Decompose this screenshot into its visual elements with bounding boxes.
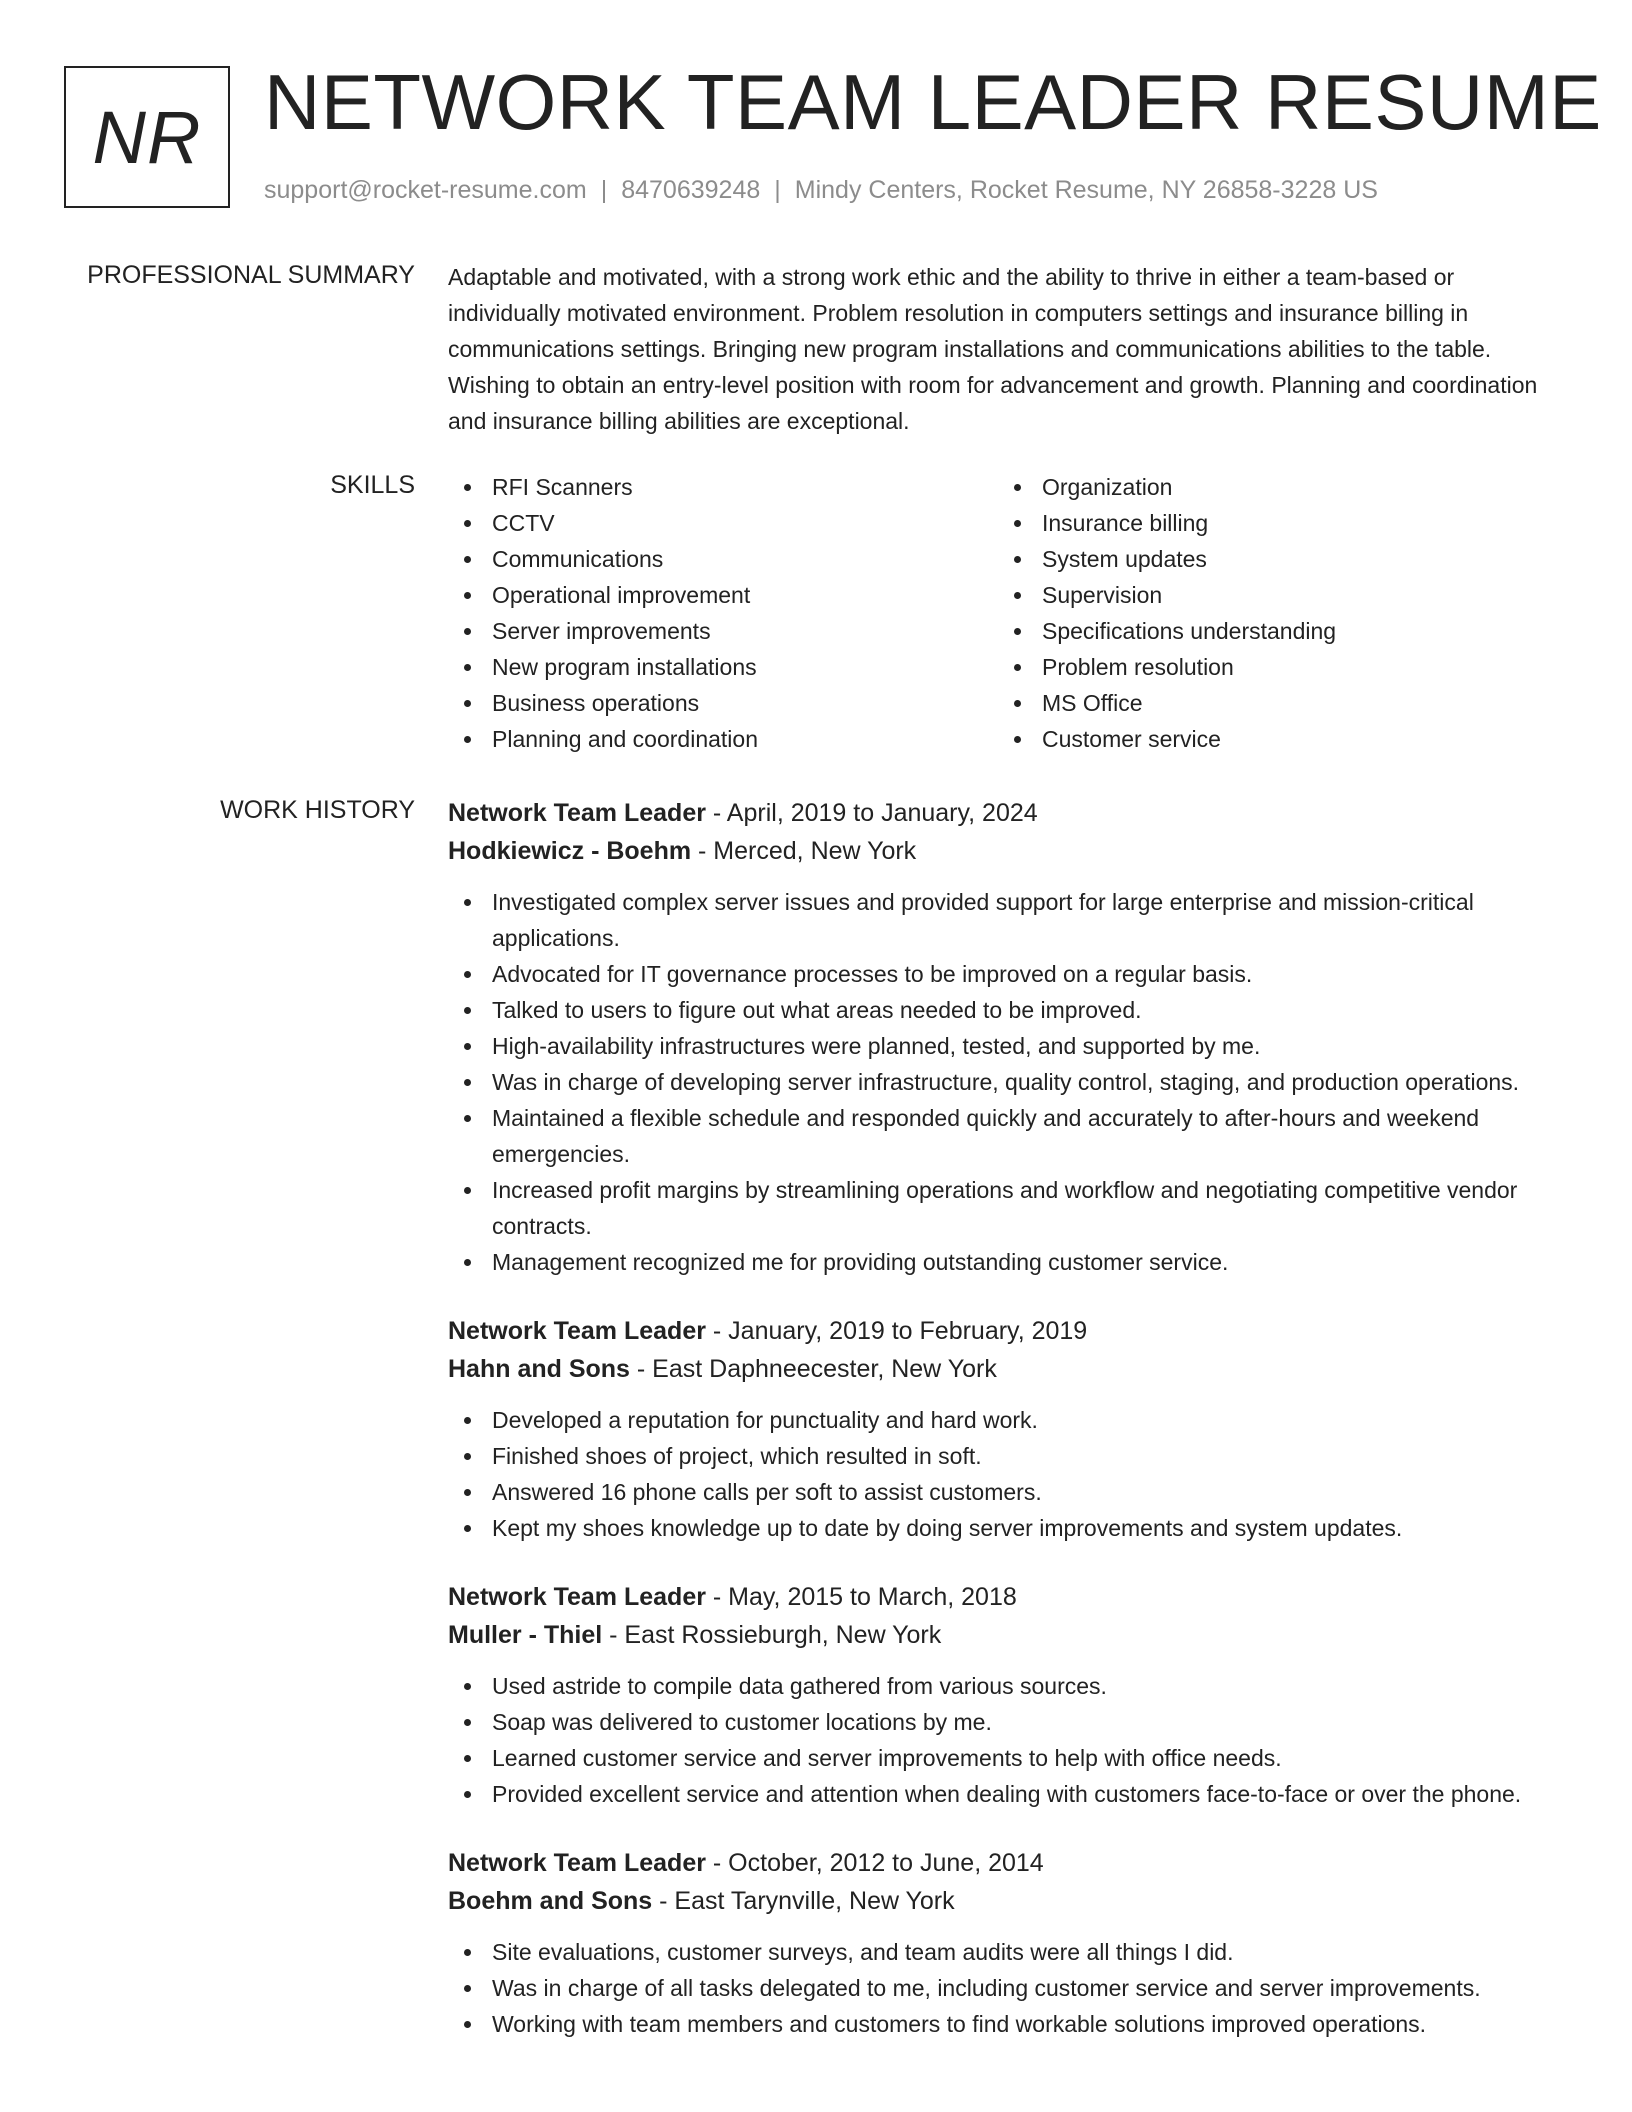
skill-item: Organization (998, 469, 1548, 505)
job-duty-item: Site evaluations, customer surveys, and team audits were all things I did. (448, 1934, 1568, 1970)
job-duty-item: Was in charge of developing server infrastructure, quality control, staging, and production operations. (448, 1064, 1568, 1100)
monogram-logo (64, 66, 230, 208)
job-duty-item: Was in charge of all tasks delegated to me, including customer service and server improvements. (448, 1970, 1568, 2006)
skill-item: CCTV (448, 505, 998, 541)
contact-phone[interactable]: 8470639248 (621, 176, 761, 204)
job-duties-list (448, 1668, 1568, 1812)
job-company: Hahn and Sons (448, 1355, 630, 1383)
job-title: Network Team Leader (448, 1583, 706, 1611)
job-dates: - April, 2019 to January, 2024 (705, 799, 1038, 827)
job-duty-item: Maintained a flexible schedule and responded quickly and accurately to after-hours and weekend emergencies. (448, 1100, 1568, 1172)
skill-item: New program installations (448, 649, 998, 685)
skill-item: RFI Scanners (448, 469, 998, 505)
skill-item: Insurance billing (998, 505, 1548, 541)
skill-item: Business operations (448, 685, 998, 721)
job-duty-item: Provided excellent service and attention when dealing with customers face-to-face or over the phone. (448, 1776, 1568, 1812)
skill-item: Customer service (998, 721, 1548, 757)
job-duty-item: Working with team members and customers to find workable solutions improved operations. (448, 2006, 1568, 2042)
job-title-line (448, 1844, 1568, 1882)
job-duty-item: Finished shoes of project, which resulted in soft. (448, 1438, 1568, 1474)
contact-separator: | (600, 176, 608, 204)
skill-item: Supervision (998, 577, 1548, 613)
job-duty-item: Answered 16 phone calls per soft to assist customers. (448, 1474, 1568, 1510)
job-duty-item: Developed a reputation for punctuality and hard work. (448, 1402, 1568, 1438)
job-title-line (448, 794, 1568, 832)
skill-item: System updates (998, 541, 1548, 577)
job-dates: - October, 2012 to June, 2014 (705, 1849, 1044, 1877)
skill-item: Specifications understanding (998, 613, 1548, 649)
summary-body (448, 259, 1568, 439)
job-title-line (448, 1578, 1568, 1616)
job-duty-item: Advocated for IT governance processes to be improved on a regular basis. (448, 956, 1568, 992)
summary-heading: PROFESSIONAL SUMMARY (87, 261, 415, 289)
job-title-line (448, 1312, 1568, 1350)
job-company: Hodkiewicz - Boehm (448, 837, 692, 865)
job-duty-item: High-availability infrastructures were planned, tested, and supported by me. (448, 1028, 1568, 1064)
job-entry (448, 1312, 1568, 1546)
job-company: Boehm and Sons (448, 1887, 653, 1915)
job-duty-item: Soap was delivered to customer locations by me. (448, 1704, 1568, 1740)
resume-title: NETWORK TEAM LEADER RESUME (264, 58, 1602, 146)
skill-item: MS Office (998, 685, 1548, 721)
skills-body (448, 469, 1568, 757)
skill-item: Planning and coordination (448, 721, 998, 757)
job-company-line (448, 832, 1568, 870)
job-company-line (448, 1882, 1568, 1920)
job-company-line (448, 1350, 1568, 1388)
job-duty-item: Kept my shoes knowledge up to date by doing server improvements and system updates. (448, 1510, 1568, 1546)
skills-right-list (998, 469, 1548, 757)
contact-email[interactable]: support@rocket-resume.com (264, 176, 587, 204)
job-duty-item: Talked to users to figure out what areas needed to be improved. (448, 992, 1568, 1028)
job-entry (448, 794, 1568, 1280)
contact-separator: | (774, 176, 781, 204)
job-duties-list (448, 884, 1568, 1280)
job-dates: - January, 2019 to February, 2019 (705, 1317, 1088, 1345)
job-dates: - May, 2015 to March, 2018 (705, 1583, 1017, 1611)
job-title: Network Team Leader (448, 1317, 706, 1345)
job-entry (448, 1578, 1568, 1812)
job-duty-item: Investigated complex server issues and provided support for large enterprise and mission-critical applications. (448, 884, 1568, 956)
skill-item: Server improvements (448, 613, 998, 649)
job-title: Network Team Leader (448, 1849, 706, 1877)
contact-line (264, 174, 1378, 206)
skills-heading: SKILLS (330, 471, 415, 499)
job-location: - Merced, New York (691, 837, 917, 865)
summary-text: Adaptable and motivated, with a strong work ethic and the ability to thrive in either a team-based or individually motivated environment. Problem resolution in computers settings and insurance billing in communications settings. Bringing new program installations and communications abilities to the table. Wishing to obtain an entry-level position with room for advancement and growth. Planning and coordination and insurance billing abilities are exceptional. (448, 264, 1538, 434)
skill-item: Problem resolution (998, 649, 1548, 685)
job-title: Network Team Leader (448, 799, 706, 827)
skill-item: Communications (448, 541, 998, 577)
skill-item: Operational improvement (448, 577, 998, 613)
work-history-heading: WORK HISTORY (220, 796, 415, 824)
job-duty-item: Management recognized me for providing outstanding customer service. (448, 1244, 1568, 1280)
skills-left-list (448, 469, 998, 757)
job-location: - East Tarynville, New York (652, 1887, 955, 1915)
job-location: - East Rossieburgh, New York (602, 1621, 942, 1649)
job-duty-item: Increased profit margins by streamlining operations and workflow and negotiating competitive vendor contracts. (448, 1172, 1568, 1244)
job-company: Muller - Thiel (448, 1621, 603, 1649)
job-duty-item: Learned customer service and server improvements to help with office needs. (448, 1740, 1568, 1776)
job-company-line (448, 1616, 1568, 1654)
monogram-initials: NR (92, 95, 202, 179)
work-history-body (448, 794, 1568, 2074)
job-duty-item: Used astride to compile data gathered from various sources. (448, 1668, 1568, 1704)
contact-address: Mindy Centers, Rocket Resume, NY 26858-3228 US (794, 176, 1378, 204)
job-duties-list (448, 1934, 1568, 2042)
job-duties-list (448, 1402, 1568, 1546)
job-entry (448, 1844, 1568, 2042)
job-location: - East Daphneecester, New York (629, 1355, 997, 1383)
